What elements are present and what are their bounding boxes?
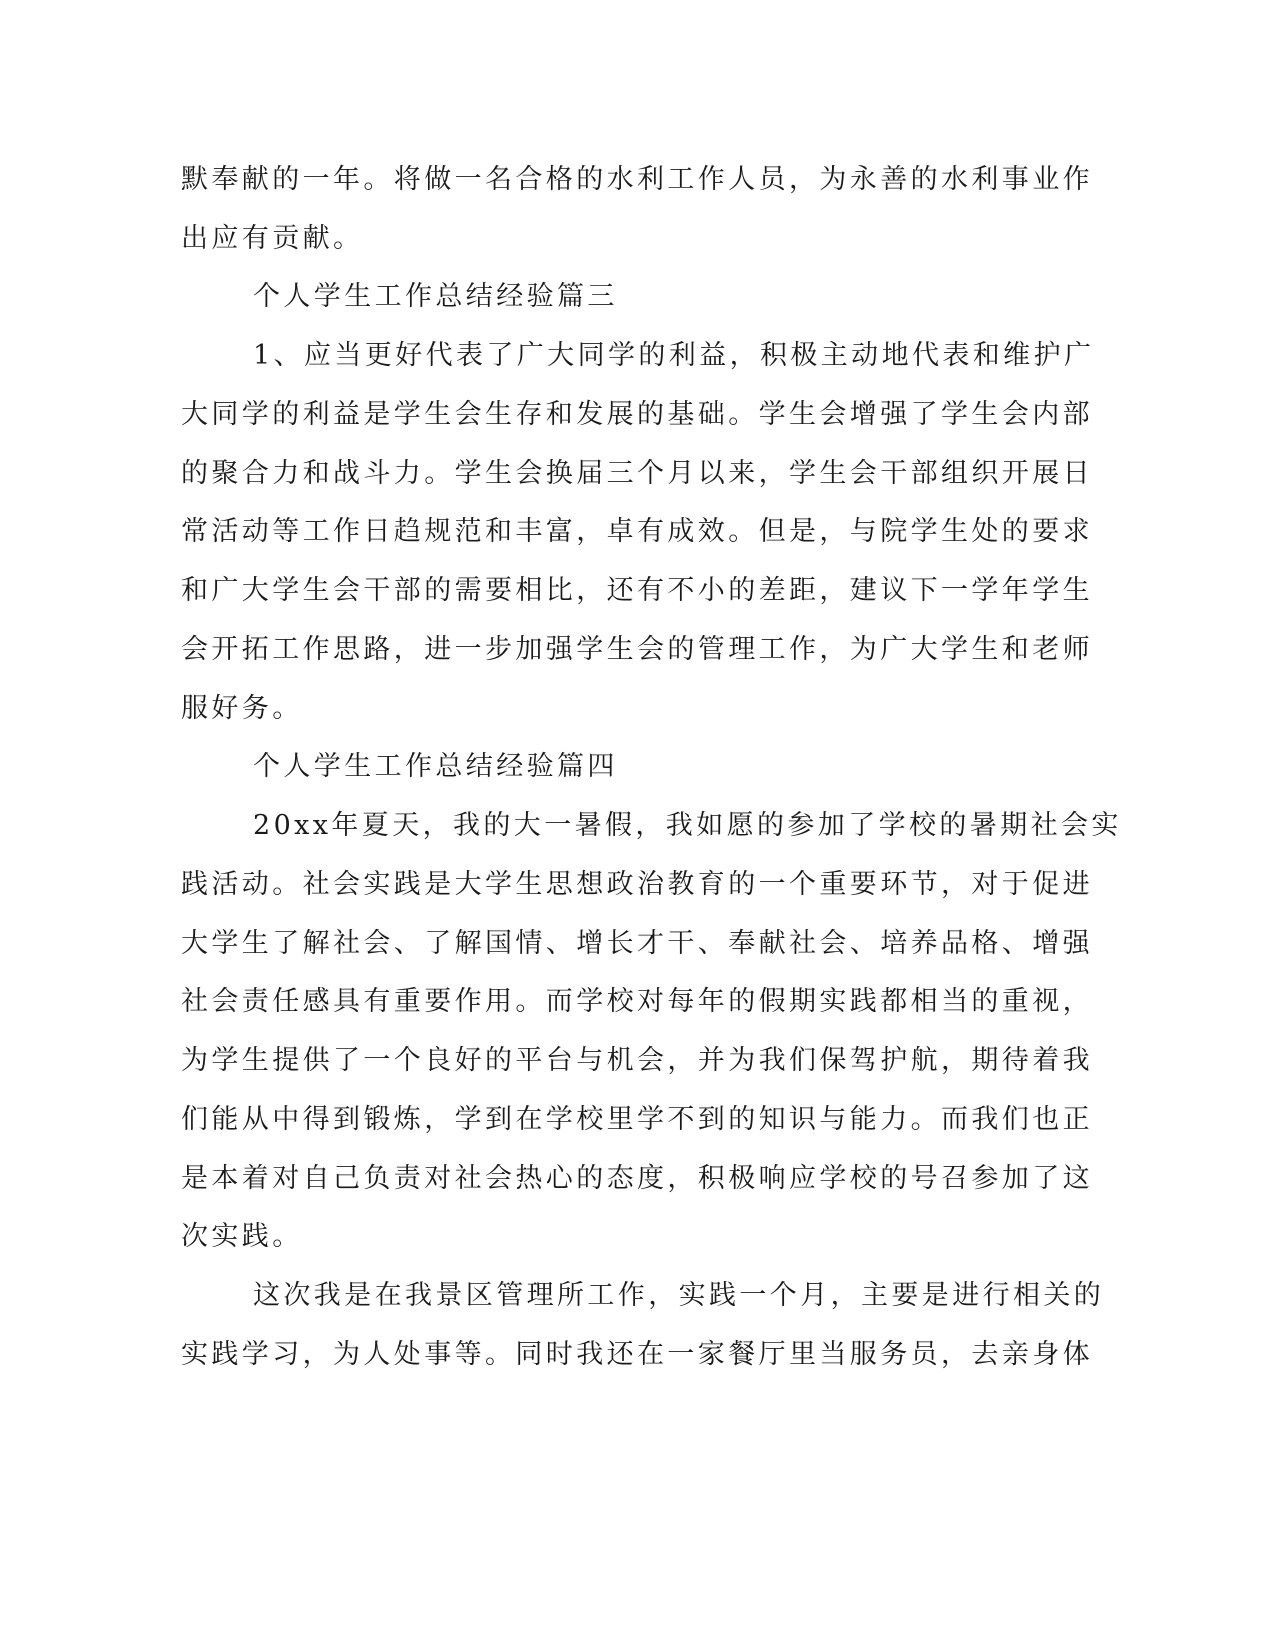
text-line: 社会责任感具有重要作用。而学校对每年的假期实践都相当的重视， <box>181 986 1093 1017</box>
text-line: 这次我是在我景区管理所工作，实践一个月，主要是进行相关的 <box>253 1280 1105 1311</box>
text-line: 1、应当更好代表了广大同学的利益，积极主动地代表和维护广 <box>253 340 1095 371</box>
text-line: 的聚合力和战斗力。学生会换届三个月以来，学生会干部组织开展日 <box>181 458 1093 489</box>
text-line: 默奉献的一年。将做一名合格的水利工作人员，为永善的水利事业作 <box>181 164 1093 195</box>
text-line: 实践学习，为人处事等。同时我还在一家餐厅里当服务员，去亲身体 <box>181 1339 1093 1370</box>
text-line: 常活动等工作日趋规范和丰富，卓有成效。但是，与院学生处的要求 <box>181 516 1093 547</box>
text-line: 践活动。社会实践是大学生思想政治教育的一个重要环节，对于促进 <box>181 869 1093 900</box>
text-line: 次实践。 <box>181 1221 303 1252</box>
section-heading: 个人学生工作总结经验篇四 <box>253 751 618 782</box>
text-line: 和广大学生会干部的需要相比，还有不小的差距，建议下一学年学生 <box>181 575 1093 606</box>
section-heading: 个人学生工作总结经验篇三 <box>253 281 618 312</box>
text-line: 大同学的利益是学生会生存和发展的基础。学生会增强了学生会内部 <box>181 399 1093 430</box>
text-line: 服好务。 <box>181 693 303 724</box>
text-line: 为学生提供了一个良好的平台与机会，并为我们保驾护航，期待着我 <box>181 1045 1093 1076</box>
text-line: 们能从中得到锻炼，学到在学校里学不到的知识与能力。而我们也正 <box>181 1104 1093 1135</box>
text-line: 是本着对自己负责对社会热心的态度，积极响应学校的号召参加了这 <box>181 1163 1093 1194</box>
text-line: 会开拓工作思路，进一步加强学生会的管理工作，为广大学生和老师 <box>181 634 1093 665</box>
text-line: 20xx年夏天，我的大一暑假，我如愿的参加了学校的暑期社会实 <box>253 810 1122 841</box>
text-line: 大学生了解社会、了解国情、增长才干、奉献社会、培养品格、增强 <box>181 928 1093 959</box>
text-line: 出应有贡献。 <box>181 223 364 254</box>
